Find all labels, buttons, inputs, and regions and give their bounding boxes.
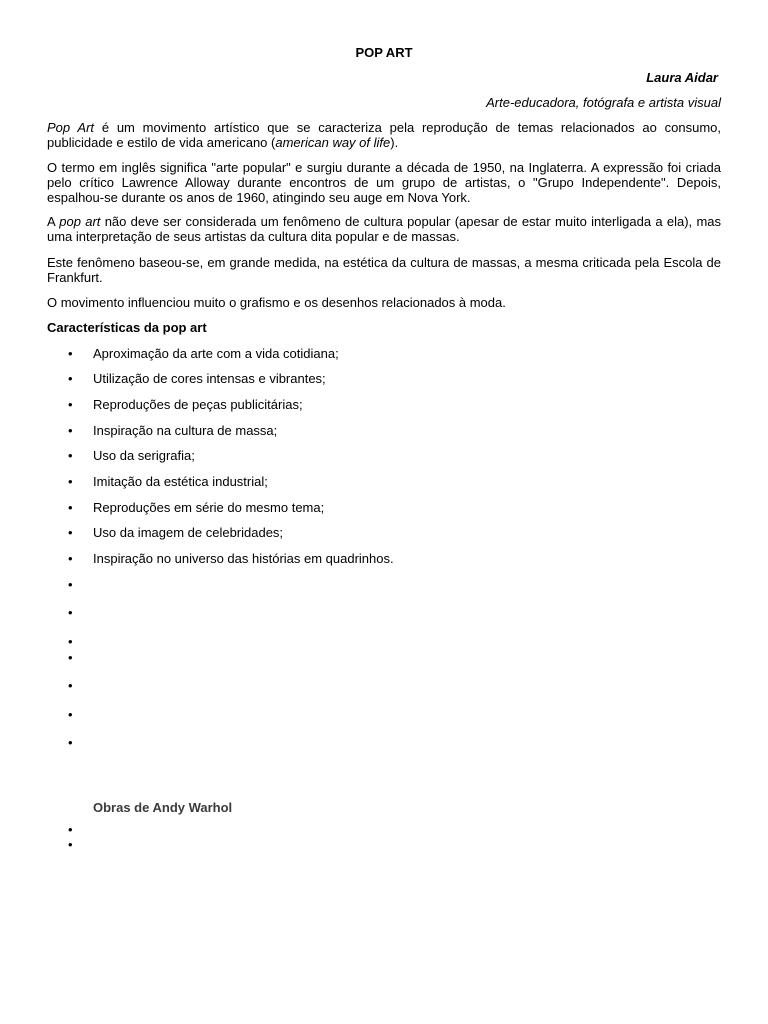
pop-art-inline-emphasis: pop art	[59, 214, 101, 229]
bullet-icon: •	[68, 397, 73, 412]
bullet-icon: •	[68, 678, 73, 693]
paragraph-interpretation-text-b: não deve ser considerada um fenômeno de cultura popular (apesar de estar muito interligada a ela), mas uma interpretação de seus artistas da cultura dita popular e de massas.	[47, 214, 721, 244]
pop-art-emphasis: Pop Art	[47, 120, 95, 135]
list-item-label: Aproximação da arte com a vida cotidiana;	[93, 346, 339, 361]
paragraph-intro-text-b: ).	[390, 135, 399, 150]
bullet-icon: •	[68, 822, 73, 837]
paragraph-mass-culture: Este fenômeno baseou-se, em grande medida, na estética da cultura de massas, a mesma criticada pela Escola de Frankfurt.	[47, 255, 721, 285]
document-title: POP ART	[355, 45, 413, 60]
bullet-icon: •	[68, 735, 73, 750]
list-item-label: Reproduções de peças publicitárias;	[93, 397, 303, 412]
bullet-icon: •	[68, 423, 73, 438]
paragraph-origin: O termo em inglês significa "arte popular" e surgiu durante a década de 1950, na Inglaterra. A expressão foi criada pelo crítico Lawrence Alloway durante encontros de um grupo de artistas, o "Grupo Independente". Depois, espalhou-se durante os anos de 1960, atingindo seu auge em Nova York.	[47, 160, 721, 205]
list-item-label: Imitação da estética industrial;	[93, 474, 268, 489]
paragraph-influence: O movimento influenciou muito o grafismo e os desenhos relacionados à moda.	[47, 295, 506, 310]
paragraph-intro	[47, 120, 721, 150]
bullet-icon: •	[68, 707, 73, 722]
bullet-icon: •	[68, 448, 73, 463]
list-item-label: Utilização de cores intensas e vibrantes;	[93, 371, 326, 386]
author-role: Arte-educadora, fotógrafa e artista visual	[486, 95, 721, 110]
bullet-icon: •	[68, 605, 73, 620]
paragraph-interpretation-text-a: A	[47, 214, 60, 229]
author-name: Laura Aidar	[646, 70, 718, 85]
american-way-emphasis: american way of life	[275, 135, 391, 150]
document-page	[47, 0, 721, 1024]
list-item-label: Reproduções em série do mesmo tema;	[93, 500, 325, 515]
bullet-icon: •	[68, 837, 73, 852]
works-heading: Obras de Andy Warhol	[93, 800, 233, 815]
bullet-icon: •	[68, 525, 73, 540]
list-item-label: Uso da imagem de celebridades;	[93, 525, 284, 540]
paragraph-intro-text-a: é um movimento artístico que se caracteriza pela reprodução de temas relacionados ao consumo, publicidade e estilo de vida americano (	[47, 120, 722, 150]
list-item-label: Inspiração na cultura de massa;	[93, 423, 278, 438]
bullet-icon: •	[68, 650, 73, 665]
bullet-icon: •	[68, 634, 73, 649]
bullet-icon: •	[68, 371, 73, 386]
bullet-icon: •	[68, 346, 73, 361]
list-item-label: Uso da serigrafia;	[93, 448, 195, 463]
characteristics-heading: Características da pop art	[47, 320, 207, 335]
bullet-icon: •	[68, 577, 73, 592]
paragraph-interpretation	[47, 214, 721, 244]
list-item-label: Inspiração no universo das histórias em quadrinhos.	[93, 551, 394, 566]
bullet-icon: •	[68, 474, 73, 489]
bullet-icon: •	[68, 551, 73, 566]
bullet-icon: •	[68, 500, 73, 515]
